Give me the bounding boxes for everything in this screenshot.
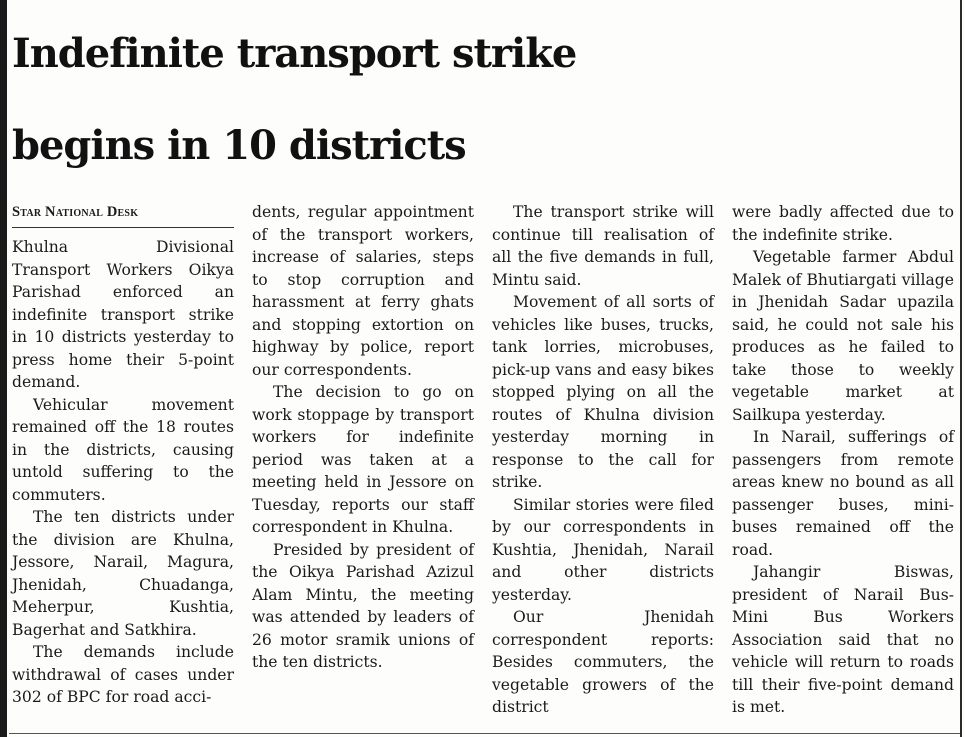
paragraph: Vehicular movement remained off the 18 routes in the districts, causing untold suffering to the commuters.: [12, 395, 234, 504]
paragraph: The transport strike will continue till realisation of all the five demands in full, Mintu said.: [492, 203, 714, 289]
article-column-1: [12, 201, 234, 709]
paragraph: Vegetable farmer Abdul Malek of Bhutiargati village in Jhenidah Sadar upazila said, he could not sale his produces as he failed to take those to weekly vegetable market at Sailkupa yesterday.: [732, 248, 954, 424]
paragraph: dents, regular appointment of the transport workers, increase of salaries, steps to stop corruption and harassment at ferry ghats and stopping extortion on highway by police, report our correspondents.: [252, 203, 474, 379]
paragraph: Our Jhenidah correspondent reports: Besides commuters, the vegetable growers of the district: [492, 608, 714, 716]
paragraph: were badly affected due to the indefinite strike.: [732, 203, 954, 244]
article-column-4: [732, 201, 954, 719]
headline-line-2: begins in 10 districts: [12, 122, 466, 169]
bottom-rule: [9, 733, 960, 734]
paragraph: Jahangir Biswas, president of Narail Bus-Mini Bus Workers Association said that no vehicle will return to roads till their five-point demand is met.: [732, 563, 954, 716]
paragraph: Similar stories were filed by our correspondents in Kushtia, Jhenidah, Narail and other districts yesterday.: [492, 495, 714, 604]
paragraph: Movement of all sorts of vehicles like buses, trucks, tank lorries, microbuses, pick-up vans and easy bikes stopped plying on all the routes of Khulna division yesterday morning in response to the call for strike.: [492, 293, 714, 491]
paragraph: The demands include withdrawal of cases under 302 of BPC for road acci-: [12, 643, 234, 706]
headline-line-1: Indefinite transport strike: [12, 30, 577, 77]
left-border-bar: [0, 0, 7, 737]
paragraph: In Narail, sufferings of passengers from remote areas knew no bound as all passenger buses, mini-buses remained off the road.: [732, 428, 954, 559]
byline: Star National Desk: [12, 203, 234, 228]
headline: [12, 8, 958, 192]
paragraph: Presided by president of the Oikya Parishad Azizul Alam Mintu, the meeting was attended by leaders of 26 motor sramik unions of the ten districts.: [252, 540, 474, 671]
article-column-2: [252, 201, 474, 674]
right-column-rule: [960, 0, 962, 737]
paragraph: The ten districts under the division are Khulna, Jessore, Narail, Magura, Jhenidah, Chuadanga, Meherpur, Kushtia, Bagerhat and Satkhira.: [12, 508, 234, 639]
paragraph: The decision to go on work stoppage by transport workers for indefinite period was taken at a meeting held in Jessore on Tuesday, reports our staff correspondent in Khulna.: [252, 383, 474, 536]
paragraph: Khulna Divisional Transport Workers Oikya Parishad enforced an indefinite transport strike in 10 districts yesterday to press home their 5-point demand.: [12, 238, 234, 391]
article-column-3: [492, 201, 714, 719]
